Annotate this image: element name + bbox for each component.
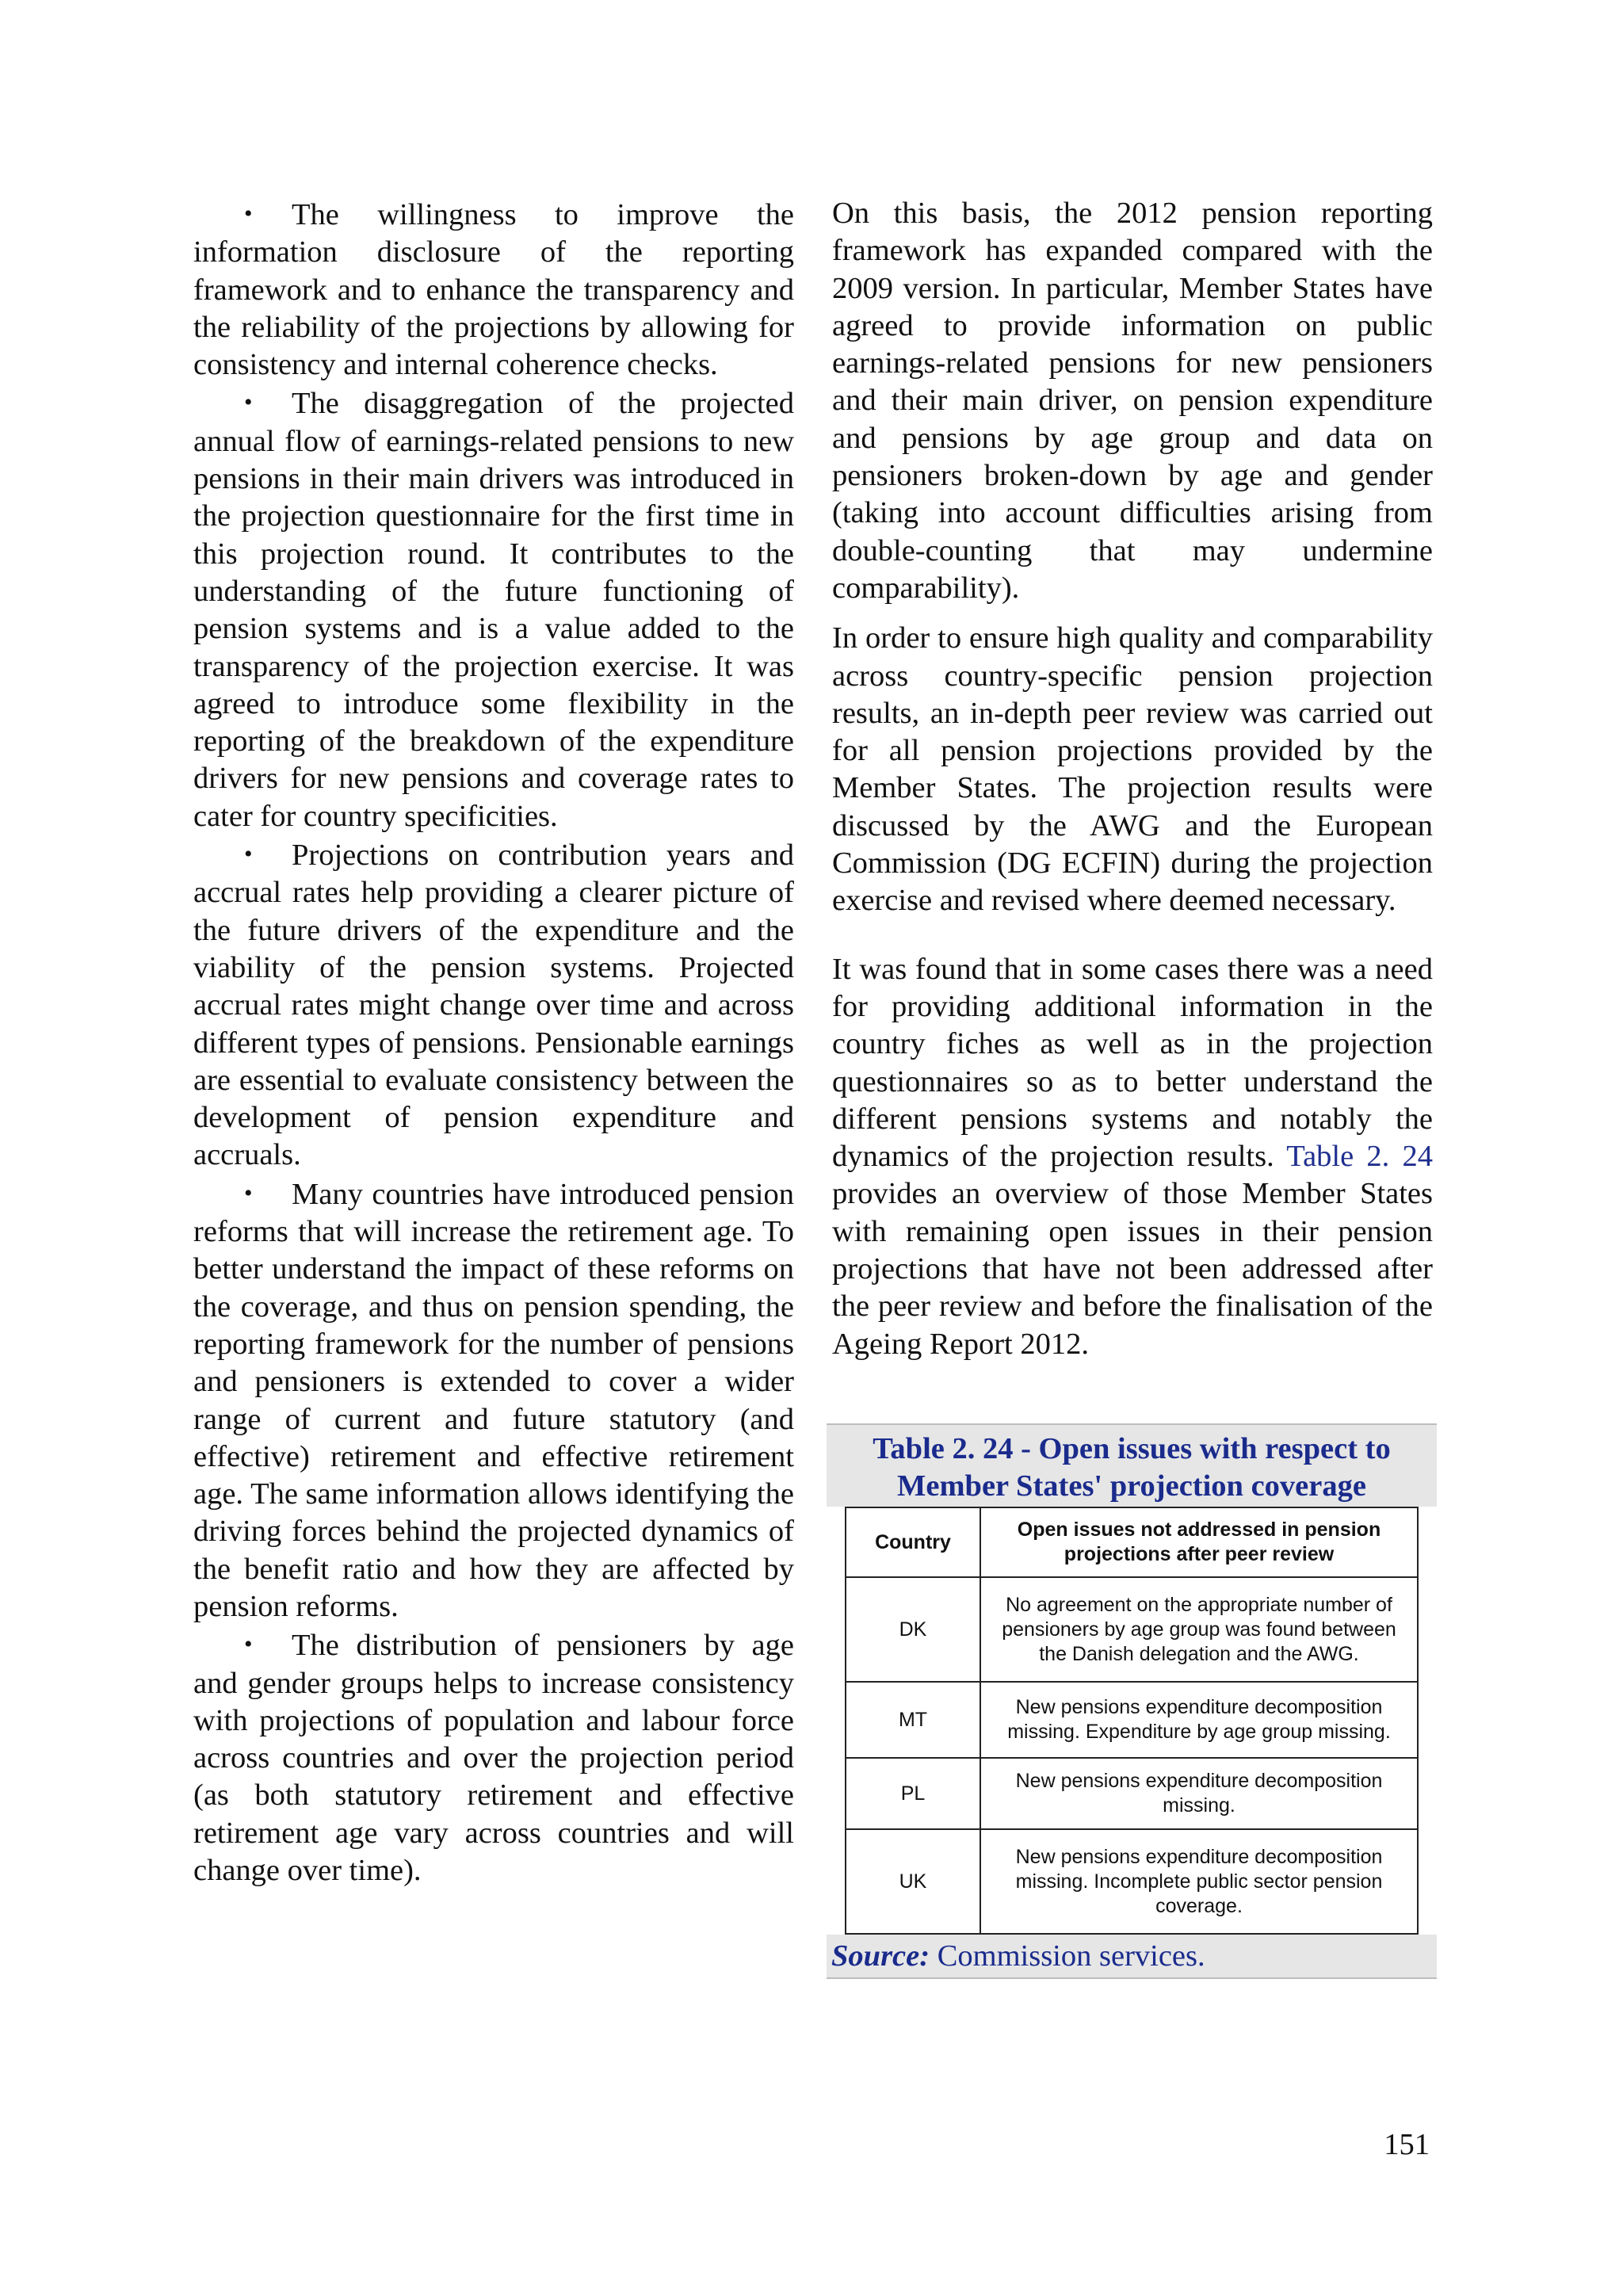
bullet-icon: • bbox=[244, 1179, 253, 1206]
country-cell: MT bbox=[846, 1682, 980, 1758]
issue-cell: New pensions expenditure decomposition missing. Expenditure by age group missing. bbox=[980, 1682, 1418, 1758]
table-box bbox=[827, 1423, 1437, 1979]
page-number: 151 bbox=[1384, 2128, 1430, 2161]
bullet-text: The willingness to improve the information disclosure of the reporting framework and to enhance the transparency and the reliability of the projections by allowing for consistency and internal coherence checks. bbox=[193, 198, 794, 382]
bullet-item bbox=[193, 384, 794, 835]
bullet-item bbox=[193, 835, 794, 1175]
table-row bbox=[846, 1682, 1418, 1758]
issue-cell: New pensions expenditure decomposition missing. Incomplete public sector pension coverage. bbox=[980, 1829, 1418, 1934]
table-row bbox=[846, 1829, 1418, 1934]
paragraph bbox=[832, 951, 1433, 1363]
bullet-icon: • bbox=[244, 389, 253, 416]
column-header-country: Country bbox=[846, 1507, 980, 1577]
left-column bbox=[193, 195, 794, 1889]
table-reference-link[interactable]: Table 2. 24 bbox=[1286, 1140, 1433, 1174]
country-cell: UK bbox=[846, 1829, 980, 1934]
table-row bbox=[846, 1577, 1418, 1682]
bullet-icon: • bbox=[244, 1631, 253, 1658]
country-cell: DK bbox=[846, 1577, 980, 1682]
table-source bbox=[827, 1935, 1437, 1979]
table-row bbox=[846, 1758, 1418, 1829]
source-text: Commission services. bbox=[937, 1939, 1205, 1973]
paragraph: On this basis, the 2012 pension reporting framework has expanded compared with the 2009 version. In particular, Member States have agreed to provide information on public earnings-related pensions for new pensioners and their main driver, on pension expenditure and pensions by age group and data on pensioners broken-down by age and gender (taking into account difficulties arising from double-counting that may undermine comparability). bbox=[832, 197, 1433, 605]
bullet-text: Many countries have introduced pension reforms that will increase the retirement age. To better understand the impact of these reforms on the coverage, and thus on pension spending, the reporting framework for the number of pensions and pensioners is extended to cover a wider range of current and future statutory (and effective) retirement and effective retirement age. The same information allows identifying the driving forces behind the projected dynamics of the benefit ratio and how they are affected by pension reforms. bbox=[193, 1177, 794, 1623]
bullet-item bbox=[193, 195, 794, 384]
bullet-text: The distribution of pensioners by age and gender groups helps to increase consistency with projections of population and labour force across countries and over the projection period (as both statutory retirement and effective retirement age vary across countries and will change over time). bbox=[193, 1629, 794, 1888]
right-column bbox=[832, 195, 1433, 1363]
table-title-line: Member States' projection coverage bbox=[897, 1469, 1366, 1503]
issue-cell: No agreement on the appropriate number of pensioners by age group was found between the Danish delegation and the AWG. bbox=[980, 1577, 1418, 1682]
bullet-icon: • bbox=[244, 841, 253, 868]
paragraph-text: provides an overview of those Member States with remaining open issues in their pension projections that have not been addressed after the peer review and before the finalisation of the Ageing Report 2012. bbox=[832, 1177, 1433, 1361]
issue-cell: New pensions expenditure decomposition missing. bbox=[980, 1758, 1418, 1829]
paragraph: In order to ensure high quality and comparability across country-specific pension projection results, an in-depth peer review was carried out for all pension projections provided by the Member States. The projection results were discussed by the AWG and the European Commission (DG ECFIN) during the projection exercise and revised where deemed necessary. bbox=[832, 621, 1433, 918]
paragraph-text: It was found that in some cases there was a need for providing additional information in the country fiches as well as in the projection questionnaires so as to better understand the different pensions systems and notably the dynamics of the projection results. bbox=[832, 952, 1433, 1174]
bullet-text: Projections on contribution years and accrual rates help providing a clearer picture of the future drivers of the expenditure and the viability of the pension systems. Projected accrual rates might change over time and across different types of pensions. Pensionable earnings are essential to evaluate consistency between the development of pension expenditure and accruals. bbox=[193, 839, 794, 1172]
table-title bbox=[827, 1423, 1437, 1507]
table-header-row bbox=[846, 1507, 1418, 1577]
bullet-item bbox=[193, 1626, 794, 1889]
open-issues-table bbox=[845, 1507, 1419, 1935]
bullet-item bbox=[193, 1175, 794, 1626]
table-title-line: Table 2. 24 - Open issues with respect to bbox=[873, 1432, 1391, 1465]
source-label: Source: bbox=[831, 1939, 930, 1973]
bullet-icon: • bbox=[244, 201, 253, 227]
country-cell: PL bbox=[846, 1758, 980, 1829]
bullet-text: The disaggregation of the projected annual flow of earnings-related pensions to new pensions in their main drivers was introduced in the projection questionnaire for the first time in this projection round. It contributes to the understanding of the future functioning of pension systems and is a value added to the transparency of the projection exercise. It was agreed to introduce some flexibility in the reporting of the breakdown of the expenditure drivers for new pensions and coverage rates to cater for country specificities. bbox=[193, 387, 794, 833]
column-header-issues: Open issues not addressed in pension projections after peer review bbox=[980, 1507, 1418, 1577]
